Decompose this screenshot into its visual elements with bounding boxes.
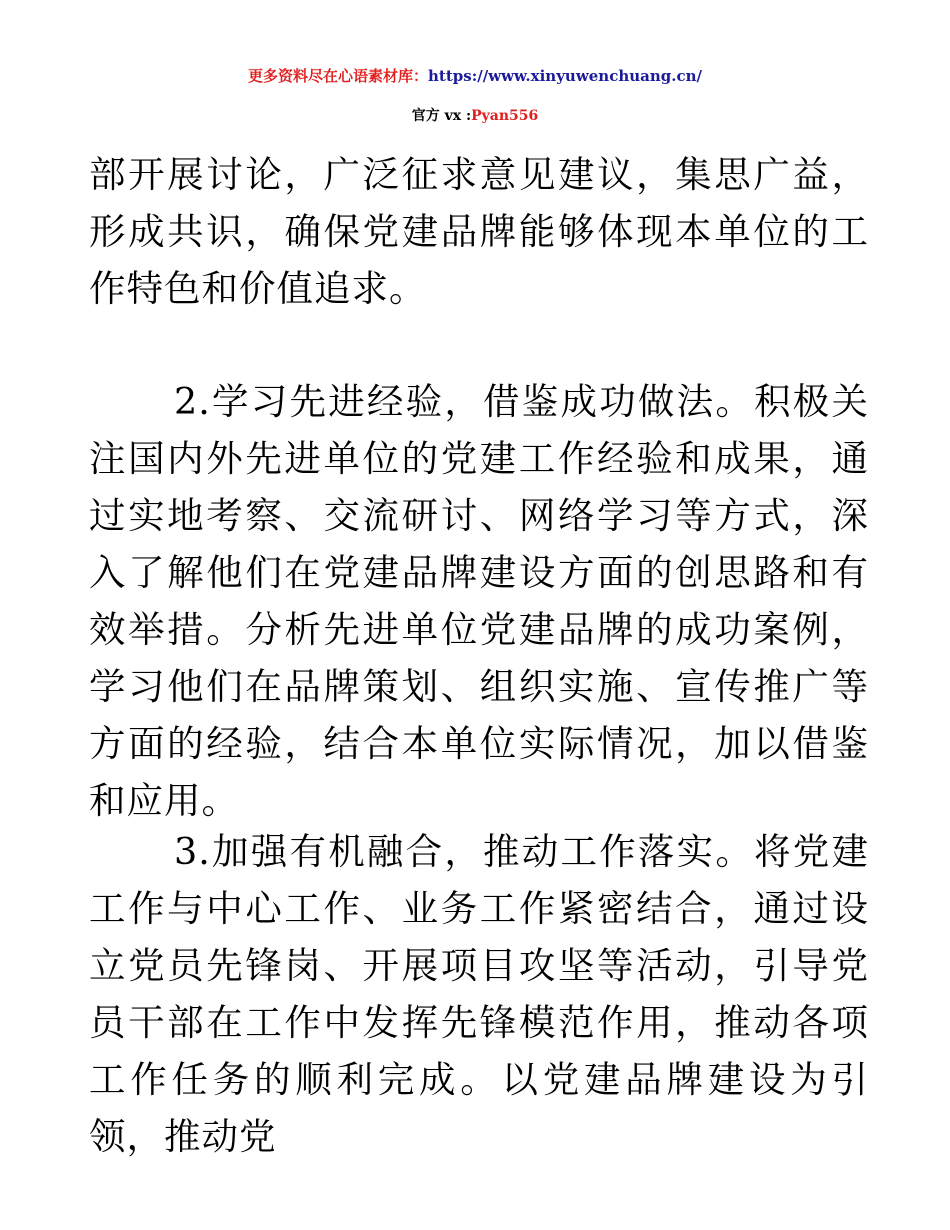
paragraph-continuation: 部开展讨论，广泛征求意见建议，集思广益，形成共识，确保党建品牌能够体现本单位的工作特色和价值追求。 — [89, 153, 869, 310]
promo-header — [0, 66, 950, 86]
promo-text: 更多资料尽在心语素材库： — [248, 67, 429, 85]
contact-label: 官方 vx : — [411, 108, 472, 124]
promo-link[interactable]: https://www.xinyuwenchuang.cn/ — [428, 67, 702, 85]
contact-header — [0, 106, 950, 126]
contact-id: Pyan556 — [471, 108, 539, 124]
paragraph-item-2: 2.学习先进经验，借鉴成功做法。积极关注国内外先进单位的党建工作经验和成果，通过实地考察、交流研讨、网络学习等方式，深入了解他们在党建品牌建设方面的创思路和有效举措。分析先进单位党建品牌的成功案例，学习他们在品牌策划、组织实施、宣传推广等方面的经验，结合本单位实际情况，加以借鉴和应用。 — [89, 380, 869, 822]
paragraph-item-3: 3.加强有机融合，推动工作落实。将党建工作与中心工作、业务工作紧密结合，通过设立党员先锋岗、开展项目攻坚等活动，引导党员干部在工作中发挥先锋模范作用，推动各项工作任务的顺利完成。以党建品牌建设为引领，推动党 — [89, 830, 869, 1158]
